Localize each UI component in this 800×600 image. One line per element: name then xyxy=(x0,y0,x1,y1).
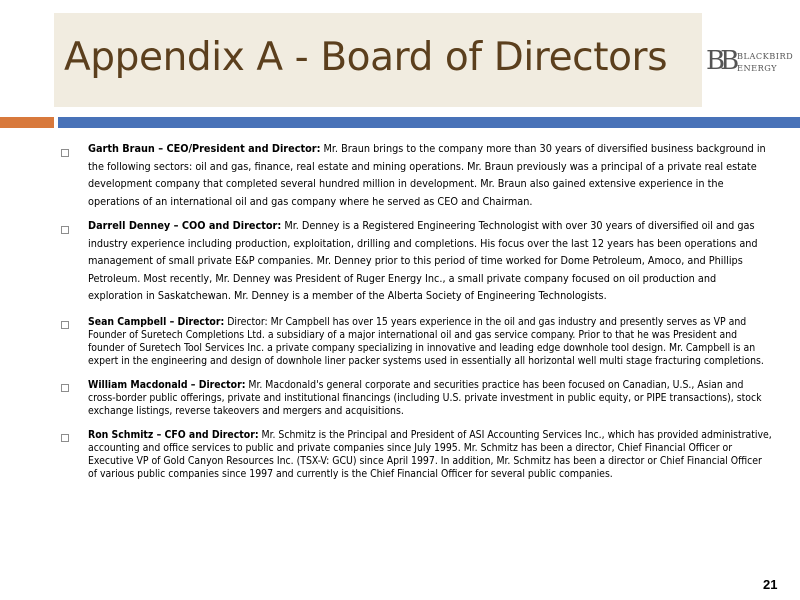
list-item xyxy=(60,379,772,418)
director-name: William Macdonald – Director xyxy=(88,378,242,391)
list-item xyxy=(60,316,772,368)
list-item xyxy=(60,140,772,210)
director-bio: Mr. Macdonald's general corporate and securities practice has been focused on Canadian, U.S., Asian and cross-border public offerings, private and institutional financings (including U.S. private investment in public equity, or PIPE transactions), stock exchange listings, reverse takeovers and mergers and acquisitions. xyxy=(88,378,762,417)
director-bio: Mr. Braun brings to the company more than 30 years of diversified business background in the following sectors: oil and gas, finance, real estate and mining operations. Mr. Braun previously was a principal of a private real estate development company that completed several hundred million in development. Mr. Braun also gained extensive experience in the operations of an international oil and gas company where he served as CEO and Chairman. xyxy=(88,142,766,208)
logo-line-2: ENERGY xyxy=(737,63,778,73)
director-name: Ron Schmitz – CFO and Director xyxy=(88,428,255,441)
name-separator: : xyxy=(220,315,225,328)
name-separator: : xyxy=(277,219,282,232)
bullet-icon xyxy=(61,321,69,329)
director-name: Darrell Denney – COO and Director xyxy=(88,219,278,232)
page-number: 21 xyxy=(763,577,778,592)
name-separator: : xyxy=(254,428,259,441)
list-item xyxy=(60,217,772,305)
name-separator: : xyxy=(241,378,246,391)
accent-bar-blue xyxy=(58,117,800,128)
logo-wordmark xyxy=(737,50,793,74)
name-separator: : xyxy=(316,142,321,155)
directors-list xyxy=(60,140,772,492)
director-bio: Mr. Denney is a Registered Engineering Technologist with over 30 years of diversified oil and gas industry experience including production, exploitation, drilling and completions. His focus over the last 12 years has been operations and management of small private E&P companies. Mr. Denney prior to this period of time worked for Dome Petroleum, Amoco, and Phillips Petroleum. Most recently, Mr. Denney was President of Ruger Energy Inc., a small private company focused on oil production and exploration in Saskatchewan. Mr. Denney is a member of the Alberta Society of Engineering Technologists. xyxy=(88,219,758,302)
director-bio: Director: Mr Campbell has over 15 years experience in the oil and gas industry and presently serves as VP and Founder of Suretech Completions Ltd. a subsidiary of a major international oil and gas service company. Prior to that he was President and founder of Suretech Tool Services Inc. a private company specializing in innovative and leading edge downhole tool design. Mr. Campbell is an expert in the engineering and design of downhole liner packer systems used in essentially all horizontal well multi stage fracturing completions. xyxy=(88,315,764,367)
slide-title: Appendix A - Board of Directors xyxy=(64,35,668,80)
logo-mark: BB xyxy=(706,46,735,76)
director-name: Garth Braun – CEO/President and Director xyxy=(88,142,317,155)
bullet-icon xyxy=(61,149,69,157)
bullet-icon xyxy=(61,434,69,442)
list-item xyxy=(60,429,772,481)
bullet-icon xyxy=(61,384,69,392)
director-name: Sean Campbell – Director xyxy=(88,315,221,328)
director-bio: Mr. Schmitz is the Principal and President of ASI Accounting Services Inc., which has provided administrative, accounting and office services to public and private companies since July 1995. Mr. Schmitz has been a director, Chief Financial Officer or Executive VP of Gold Canyon Resources Inc. (TSX-V: GCU) since April 1997. In addition, Mr. Schmitz has been a director or Chief Financial Officer of various public companies since 1997 and currently is the Chief Financial Officer for several public companies. xyxy=(88,428,772,480)
bullet-icon xyxy=(61,226,69,234)
accent-bar-orange xyxy=(0,117,54,128)
logo-line-1: BLACKBIRD xyxy=(737,51,794,61)
